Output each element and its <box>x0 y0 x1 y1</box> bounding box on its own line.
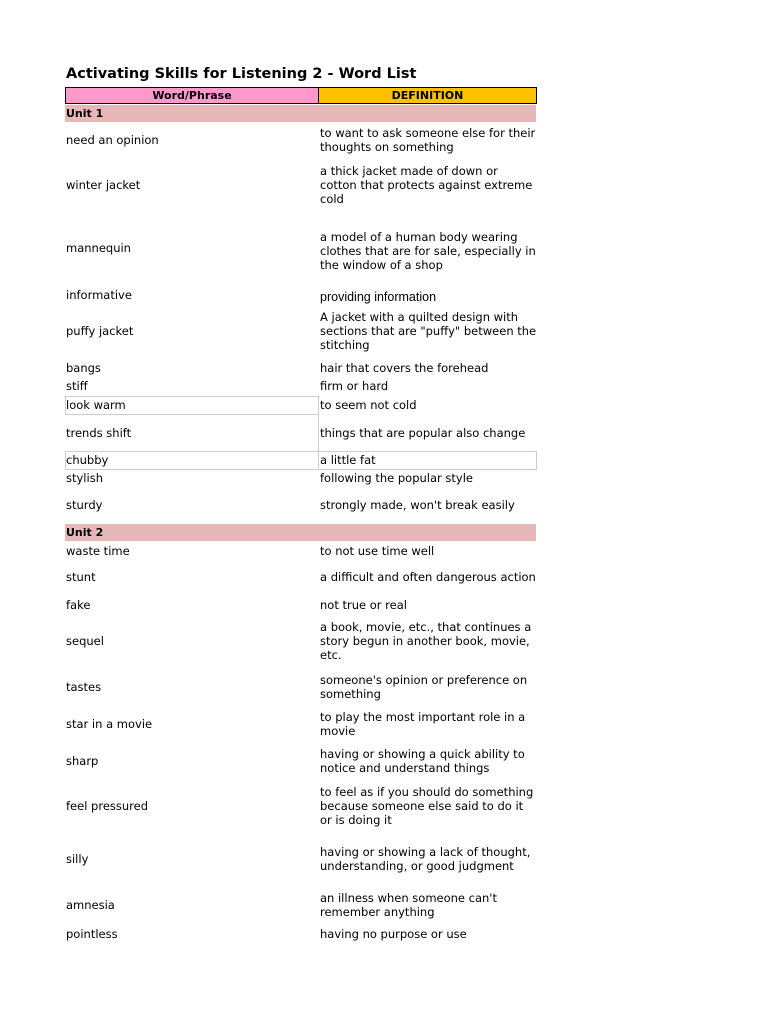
word-row <box>65 596 537 613</box>
unit-1-header: Unit 1 <box>65 105 536 122</box>
definition-cell: a book, movie, etc., that continues a story begun in another book, movie, etc. <box>320 620 532 662</box>
word-row <box>65 122 537 158</box>
word-cell: fake <box>66 597 91 612</box>
word-row <box>65 415 537 450</box>
definition-cell: strongly made, won't break easily <box>320 498 515 512</box>
word-row <box>65 562 537 592</box>
definition-cell: to not use time well <box>320 543 435 558</box>
word-cell: trends shift <box>66 425 132 440</box>
word-cell: stylish <box>66 470 103 485</box>
word-cell: sturdy <box>66 498 103 512</box>
word-row <box>65 542 537 559</box>
word-row <box>65 160 537 210</box>
word-row <box>65 618 537 664</box>
definition-cell: having or showing a lack of thought, understanding, or good judgment <box>320 845 531 873</box>
word-row <box>65 308 537 354</box>
definition-cell: having no purpose or use <box>320 926 467 941</box>
definition-cell: hair that covers the forehead <box>320 360 489 375</box>
definition-cell: a thick jacket made of down or cotton that protects against extreme cold <box>320 164 533 206</box>
definition-cell: to play the most important role in a movie <box>320 709 526 738</box>
word-cell: stiff <box>66 378 88 393</box>
definition-cell: a model of a human body wearing clothes that are for sale, especially in the window of a shop <box>320 230 536 272</box>
word-cell: look warm <box>66 398 126 412</box>
word-cell: tastes <box>66 679 102 694</box>
word-cell: winter jacket <box>66 178 141 192</box>
definition-cell: a little fat <box>320 453 376 467</box>
word-cell: waste time <box>66 543 130 558</box>
word-row <box>65 377 537 394</box>
word-cell: mannequin <box>66 241 131 255</box>
word-row <box>65 925 537 942</box>
definition-cell: things that are popular also change <box>320 425 526 440</box>
word-row <box>65 838 537 880</box>
definition-cell: to feel as if you should do something because someone else said to do it or is doing it <box>320 785 534 827</box>
header-definition: DEFINITION <box>318 87 537 104</box>
word-row <box>65 359 537 376</box>
definition-cell: providing information <box>320 290 437 304</box>
word-row <box>65 396 537 414</box>
definition-cell: A jacket with a quilted design with sections that are "puffy" between the stitching <box>320 310 537 352</box>
word-cell: pointless <box>66 926 118 941</box>
word-cell: puffy jacket <box>66 324 134 338</box>
word-cell: stunt <box>66 570 96 584</box>
word-cell: feel pressured <box>66 799 149 813</box>
definition-cell: to seem not cold <box>320 398 417 412</box>
header-word-phrase: Word/Phrase <box>65 87 319 104</box>
definition-cell: firm or hard <box>320 378 389 393</box>
word-cell: chubby <box>66 453 109 467</box>
word-row <box>65 451 537 469</box>
definition-cell: following the popular style <box>320 470 474 485</box>
definition-cell: to want to ask someone else for their thoughts on something <box>320 126 536 154</box>
word-cell: sharp <box>66 753 99 768</box>
definition-cell: not true or real <box>320 597 407 612</box>
word-row <box>65 496 537 514</box>
word-cell: amnesia <box>66 898 115 912</box>
word-row <box>65 708 537 739</box>
word-cell: informative <box>66 288 132 302</box>
document-title: Activating Skills for Listening 2 - Word List <box>66 66 417 82</box>
word-row <box>65 671 537 702</box>
word-cell: silly <box>66 852 89 866</box>
word-row <box>65 469 537 486</box>
word-row <box>65 285 537 305</box>
word-row <box>65 745 537 776</box>
word-cell: sequel <box>66 634 104 648</box>
definition-cell: having or showing a quick ability to notice and understand things <box>320 746 525 775</box>
word-cell: star in a movie <box>66 716 153 731</box>
word-cell: bangs <box>66 360 101 375</box>
definition-cell: someone's opinion or preference on something <box>320 672 528 701</box>
word-row <box>65 215 537 281</box>
word-row <box>65 889 537 921</box>
definition-cell: a difficult and often dangerous action <box>320 570 536 584</box>
word-cell: need an opinion <box>66 133 159 147</box>
definition-cell: an illness when someone can't remember anything <box>320 891 497 919</box>
unit-2-header: Unit 2 <box>65 524 536 541</box>
word-row <box>65 783 537 829</box>
